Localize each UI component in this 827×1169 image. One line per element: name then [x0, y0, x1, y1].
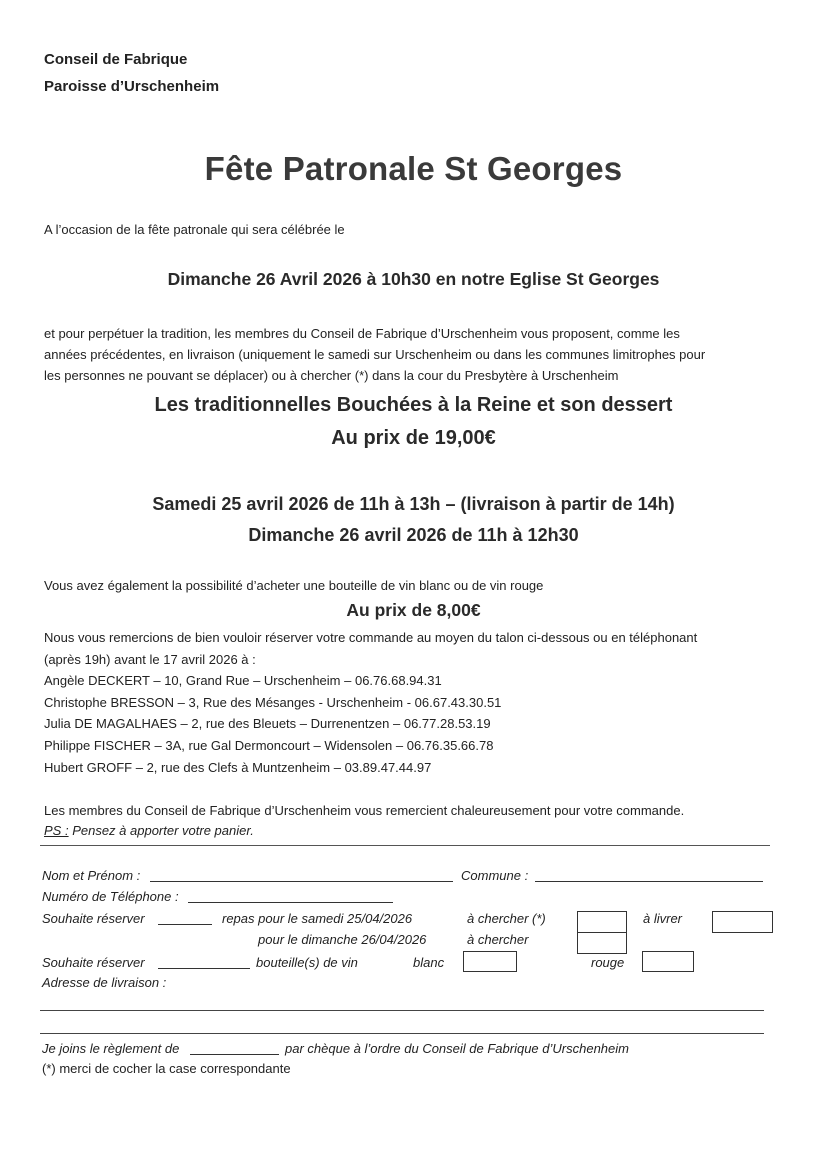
paragraph-line-2: années précédentes, en livraison (uniquement le samedi sur Urschenheim ou dans les communes limitrophes pour: [44, 347, 706, 362]
address-label: Adresse de livraison :: [42, 975, 167, 990]
contact-item: Angèle DECKERT – 10, Grand Rue – Urschenheim – 06.76.68.94.31: [44, 673, 442, 688]
contact-item: Hubert GROFF – 2, rue des Clefs à Muntzenheim – 03.89.47.44.97: [44, 760, 432, 775]
parish-name: Paroisse d’Urschenheim: [44, 78, 220, 95]
schedule-saturday: Samedi 25 avril 2026 de 11h à 13h – (livraison à partir de 14h): [152, 494, 675, 514]
form-separator: [40, 845, 770, 846]
organization-name: Conseil de Fabrique: [44, 51, 188, 68]
footnote: (*) merci de cocher la case correspondante: [42, 1061, 291, 1076]
phone-label: Numéro de Téléphone :: [42, 889, 179, 904]
sunday-pickup-checkbox[interactable]: [577, 932, 627, 954]
saturday-deliver-checkbox[interactable]: [712, 911, 773, 933]
bottles-label: bouteille(s) de vin: [256, 955, 358, 970]
pickup-label: à chercher: [467, 932, 529, 947]
contact-item: Philippe FISCHER – 3A, rue Gal Dermoncourt – Widensolen – 06.76.35.66.78: [44, 738, 494, 753]
white-wine-label: blanc: [413, 955, 445, 970]
bottles-quantity-input[interactable]: [158, 968, 250, 969]
ps-text: Pensez à apporter votre panier.: [68, 823, 254, 838]
deliver-label: à livrer: [643, 911, 683, 926]
meals-saturday-label: repas pour le samedi 25/04/2026: [222, 911, 413, 926]
reservation-line-2: (après 19h) avant le 17 avril 2026 à :: [44, 652, 256, 667]
main-date: Dimanche 26 Avril 2026 à 10h30 en notre Eglise St Georges: [167, 269, 660, 289]
schedule-sunday: Dimanche 26 avril 2026 de 11h à 12h30: [248, 525, 579, 545]
payment-suffix: par chèque à l’ordre du Conseil de Fabrique d’Urschenheim: [285, 1041, 629, 1056]
ps-note: [44, 823, 254, 838]
white-wine-checkbox[interactable]: [463, 951, 517, 972]
contact-item: Christophe BRESSON – 3, Rue des Mésanges - Urschenheim - 06.67.43.30.51: [44, 695, 502, 710]
pickup-star-label: à chercher (*): [467, 911, 546, 926]
reservation-line-1: Nous vous remercions de bien vouloir réserver votre commande au moyen du talon ci-dessous ou en téléphonant: [44, 630, 698, 645]
thanks-text: Les membres du Conseil de Fabrique d’Urschenheim vous remercient chaleureusement pour votre commande.: [44, 803, 685, 818]
address-input-line-1[interactable]: [40, 1010, 764, 1011]
address-input-line-2[interactable]: [40, 1033, 764, 1034]
name-label: Nom et Prénom :: [42, 868, 141, 883]
wine-price: Au prix de 8,00€: [346, 600, 481, 620]
wine-text: Vous avez également la possibilité d’acheter une bouteille de vin blanc ou de vin rouge: [44, 578, 544, 593]
payment-prefix: Je joins le règlement de: [42, 1041, 180, 1056]
payment-amount-input[interactable]: [190, 1054, 279, 1055]
meals-sunday-label: pour le dimanche 26/04/2026: [258, 932, 427, 947]
red-wine-label: rouge: [591, 955, 625, 970]
name-input[interactable]: [150, 881, 453, 882]
ps-label: PS :: [44, 823, 69, 838]
paragraph-line-1: et pour perpétuer la tradition, les membres du Conseil de Fabrique d’Urschenheim vous proposent, comme les: [44, 326, 680, 341]
phone-input[interactable]: [188, 902, 393, 903]
reserve-wine-label: Souhaite réserver: [42, 955, 145, 970]
paragraph-line-3: les personnes ne pouvant se déplacer) ou à chercher (*) dans la cour du Presbytère à Urschenheim: [44, 368, 619, 383]
contact-item: Julia DE MAGALHAES – 2, rue des Bleuets – Durrenentzen – 06.77.28.53.19: [44, 716, 491, 731]
reserve-meals-label: Souhaite réserver: [42, 911, 145, 926]
commune-input[interactable]: [535, 881, 763, 882]
commune-label: Commune :: [461, 868, 529, 883]
intro-text: A l’occasion de la fête patronale qui sera célébrée le: [44, 222, 345, 237]
offer-dish: Les traditionnelles Bouchées à la Reine et son dessert: [154, 394, 673, 416]
page-title: Fête Patronale St Georges: [204, 150, 623, 187]
red-wine-checkbox[interactable]: [642, 951, 694, 972]
offer-price: Au prix de 19,00€: [331, 427, 496, 449]
meals-quantity-input[interactable]: [158, 924, 212, 925]
saturday-pickup-checkbox[interactable]: [577, 911, 627, 933]
